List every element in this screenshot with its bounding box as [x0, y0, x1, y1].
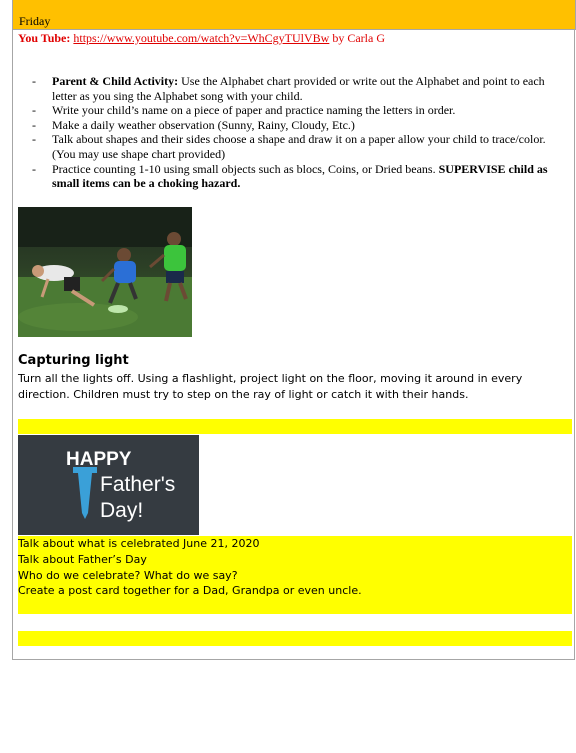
activity-warning: SUPERVISE child [438, 161, 534, 176]
list-item [18, 118, 558, 133]
fathers-day-banner [18, 435, 199, 535]
activity-text: Talk about shapes and their sides choose a shape and draw it on a paper allow your child to trace/color. (You may use shape chart provided) [52, 132, 546, 161]
day-header [12, 0, 576, 30]
kids-playing-photo [18, 207, 192, 337]
youtube-byline: by Carla G [329, 31, 385, 45]
day-label: Friday [19, 14, 51, 28]
fathers-day-line: Talk about Father’s Day [18, 552, 147, 566]
fathers-day-line: Create a post card together for a Dad, Grandpa or even uncle. [18, 584, 362, 598]
activity-list [18, 74, 558, 191]
capturing-light-title: Capturing light [18, 353, 129, 368]
capturing-light-body: Turn all the lights off. Using a flashlight, project light on the floor, moving it around in every direction. Children must try to step on the ray of light or catch it with their hands. [18, 372, 523, 401]
list-item [18, 103, 558, 118]
highlight-bar [18, 631, 572, 646]
list-item [18, 74, 558, 103]
banner-day: Day! [100, 499, 144, 522]
list-item [18, 132, 558, 161]
activity-heading: Parent & Child Activity: [52, 74, 179, 88]
youtube-label: You Tube: [18, 31, 71, 45]
youtube-line [18, 31, 385, 46]
fathers-day-graphic [18, 435, 199, 535]
fathers-day-line: Talk about what is celebrated June 21, 2020 [18, 537, 260, 550]
fathers-day-line: Who do we celebrate? What do we say? [18, 568, 238, 582]
activity-text: Write your child’s name on a piece of paper and practice naming the letters in order. [52, 103, 456, 118]
banner-fathers: Father's [100, 473, 176, 496]
fathers-day-text-block [18, 536, 572, 614]
list-item [18, 162, 558, 191]
kids-playing-illustration [18, 207, 192, 337]
youtube-link[interactable]: https://www.youtube.com/watch?v=WhCgyTUlVBw [73, 31, 330, 45]
banner-happy: HAPPY [66, 449, 132, 470]
activity-warning-tail: as small items can be a choking hazard. [52, 161, 548, 191]
activity-text: Use the Alphabet chart provided or write out the Alphabet and point to each letter as you sing the Alphabet song with your child. [52, 74, 545, 103]
activity-text: Make a daily weather observation (Sunny, Rainy, Cloudy, Etc.) [52, 117, 355, 132]
highlight-bar [18, 419, 572, 434]
activity-text: Practice counting 1-10 using small objects such as blocs, Coins, or Dried beans. [52, 161, 439, 176]
